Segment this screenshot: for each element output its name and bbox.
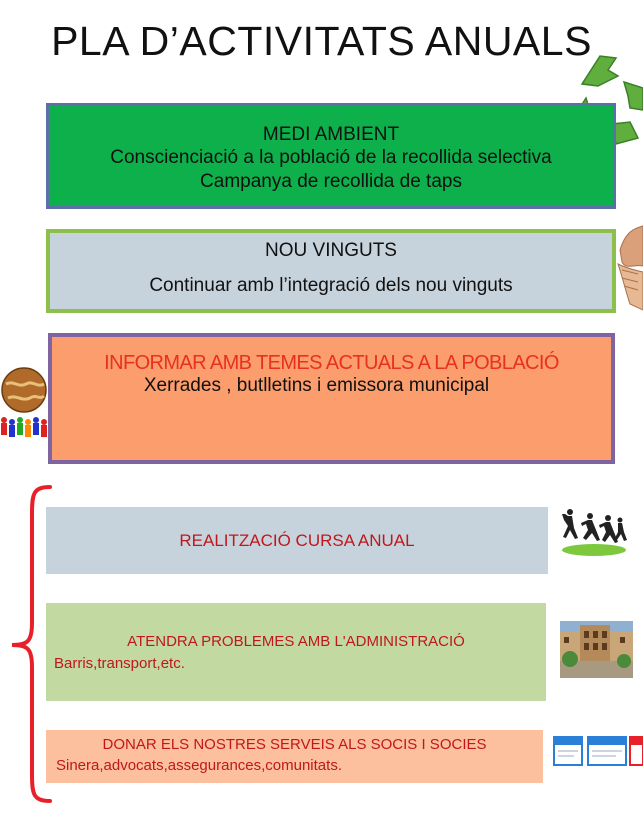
informar-heading: INFORMAR AMB TEMES ACTUALS A LA POBLACIÓ [104, 352, 559, 374]
nou-vinguts-heading: NOU VINGUTS [265, 240, 397, 261]
town-building-icon [560, 621, 633, 678]
medi-ambient-line2: Campanya de recollida de taps [200, 171, 462, 192]
medi-ambient-box [46, 103, 616, 209]
informar-box [48, 333, 615, 464]
nou-vinguts-line1: Continuar amb l’integració dels nou vinguts [149, 275, 513, 296]
page-title: PLA D’ACTIVITATS ANUALS [51, 18, 592, 64]
runners-icon [560, 506, 628, 556]
medi-ambient-heading: MEDI AMBIENT [262, 124, 400, 145]
nou-vinguts-box [46, 229, 616, 313]
serveis-box [46, 730, 543, 783]
administracio-line1: Barris,transport,etc. [54, 655, 185, 672]
administracio-heading: ATENDRA PROBLEMES AMB L'ADMINISTRACIÓ [127, 633, 465, 650]
service-cards-icon [552, 735, 643, 769]
handshake-icon [616, 220, 643, 312]
medi-ambient-line1: Conscienciació a la població de la recollida selectiva [110, 147, 552, 168]
informar-line1: Xerrades , butlletins i emissora municipal [143, 375, 490, 396]
cursa-box [46, 507, 548, 574]
administracio-box [46, 603, 546, 701]
serveis-heading: DONAR ELS NOSTRES SERVEIS ALS SOCIS I SOCIES [102, 736, 487, 753]
serveis-line1: Sinera,advocats,assegurances,comunitats. [56, 757, 342, 774]
cursa-heading: REALITZACIÓ CURSA ANUAL [179, 531, 415, 550]
